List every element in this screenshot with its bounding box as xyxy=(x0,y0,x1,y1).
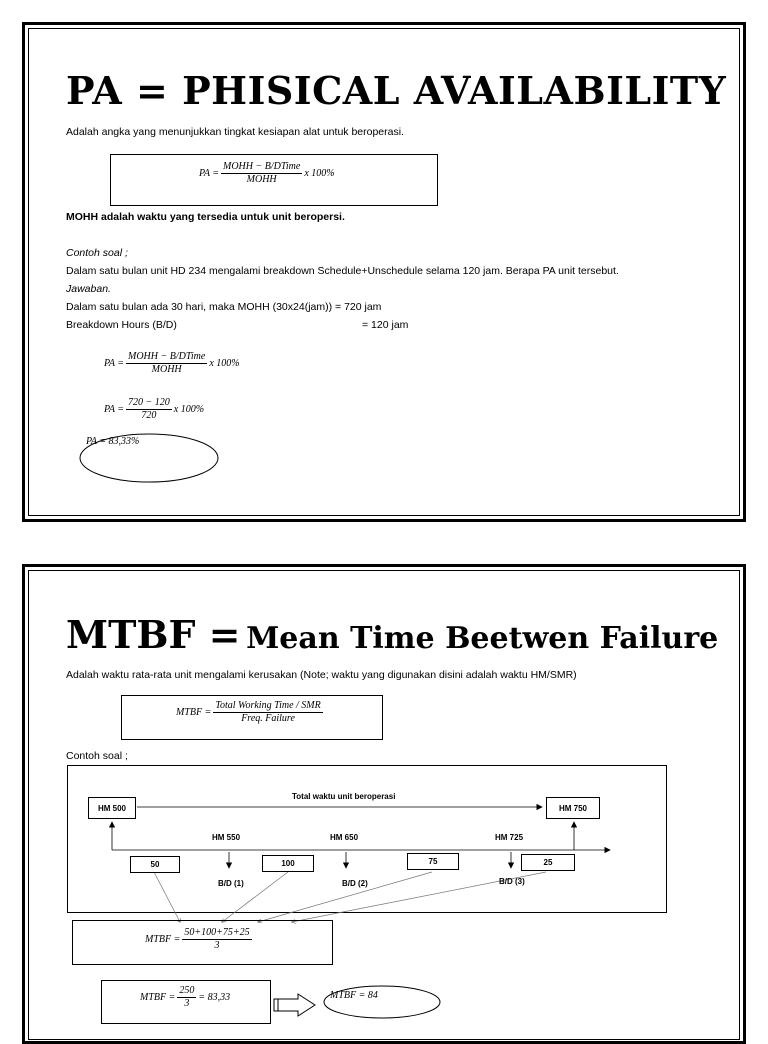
pa-question: Dalam satu bulan unit HD 234 mengalami breakdown Schedule+Unschedule selama 120 jam. Berapa PA unit tersebut. xyxy=(66,265,619,277)
result-numerator: 250 xyxy=(179,985,195,996)
pa-formula-denominator: MOHH xyxy=(246,174,277,185)
calc1-denominator: MOHH xyxy=(151,364,182,375)
mtbf-result-formula xyxy=(140,985,230,1010)
breakdown-label-2: B/D (2) xyxy=(342,879,368,888)
mtbf-sum-box xyxy=(72,920,333,965)
pa-formula-lhs: PA = xyxy=(199,168,219,179)
pa-mohh-line: Dalam satu bulan ada 30 hari, maka MOHH (30x24(jam)) = 720 jam xyxy=(66,301,382,313)
mtbf-title-full: Mean Time Beetwen Failure xyxy=(246,621,719,656)
sum-lhs: MTBF = xyxy=(145,934,181,945)
pa-formula-numerator: MOHH − B/DTime xyxy=(223,161,301,172)
pa-formula-tail: x 100% xyxy=(304,168,335,179)
pa-example-label: Contoh soal ; xyxy=(66,247,128,259)
breakdown-label-1: B/D (1) xyxy=(218,879,244,888)
interval-box-25: 25 xyxy=(521,854,575,871)
calc1-numerator: MOHH − B/DTime xyxy=(128,351,206,362)
pa-answer-label: Jawaban. xyxy=(66,283,111,295)
start-hm-box: HM 500 xyxy=(88,797,136,819)
end-hm-box: HM 750 xyxy=(546,797,600,819)
result-tail: = 83,33 xyxy=(198,992,231,1003)
result-fraction xyxy=(177,985,196,1010)
breakdown-label-3: B/D (3) xyxy=(499,877,525,886)
mtbf-sum-formula xyxy=(145,927,254,952)
marker-hm-650: HM 650 xyxy=(330,833,359,842)
pa-breakdown-value: = 120 jam xyxy=(362,319,409,331)
mtbf-formula-numerator: Total Working Time / SMR xyxy=(215,700,321,711)
mtbf-final: MTBF = 84 xyxy=(330,990,378,1001)
calc2-lhs: PA = xyxy=(104,404,124,415)
mohh-note: MOHH adalah waktu yang tersedia untuk unit beropersi. xyxy=(66,211,345,223)
slide-pa-title: PA = PHISICAL AVAILABILITY xyxy=(66,68,727,113)
calc2-tail: x 100% xyxy=(173,404,205,415)
span-label: Total waktu unit beroperasi xyxy=(292,792,396,801)
mtbf-definition: Adalah waktu rata-rata unit mengalami kerusakan (Note; waktu yang digunakan disini adalah waktu HM/SMR) xyxy=(66,669,577,681)
calc2-denominator: 720 xyxy=(141,410,157,421)
interval-box-75: 75 xyxy=(407,853,459,870)
sum-denominator: 3 xyxy=(214,940,220,951)
interval-box-50: 50 xyxy=(130,856,180,873)
calc2-numerator: 720 − 120 xyxy=(128,397,170,408)
marker-hm-550: HM 550 xyxy=(212,833,241,842)
block-arrow-icon xyxy=(272,992,318,1018)
calc1-tail: x 100% xyxy=(209,358,240,369)
mtbf-result-box xyxy=(101,980,271,1024)
calc1-lhs: PA = xyxy=(104,358,124,369)
interval-box-100: 100 xyxy=(262,855,314,872)
marker-hm-725: HM 725 xyxy=(495,833,524,842)
mtbf-formula-lhs: MTBF = xyxy=(176,707,212,718)
result-denominator: 3 xyxy=(184,998,190,1009)
sum-fraction xyxy=(182,927,251,952)
pa-result: PA = 83,33% xyxy=(86,436,140,447)
sum-numerator: 50+100+75+25 xyxy=(184,927,250,938)
mtbf-final-highlight-ellipse xyxy=(322,984,444,1024)
mtbf-formula-denominator: Freq. Failure xyxy=(241,713,295,724)
pa-definition: Adalah angka yang menunjukkan tingkat kesiapan alat untuk beroperasi. xyxy=(66,126,404,138)
mtbf-example-label: Contoh soal ; xyxy=(66,750,128,762)
converge-50 xyxy=(154,872,180,922)
mtbf-title-abbr: MTBF = xyxy=(66,612,241,657)
pa-breakdown-label: Breakdown Hours (B/D) xyxy=(66,319,177,331)
result-lhs: MTBF = xyxy=(140,992,176,1003)
